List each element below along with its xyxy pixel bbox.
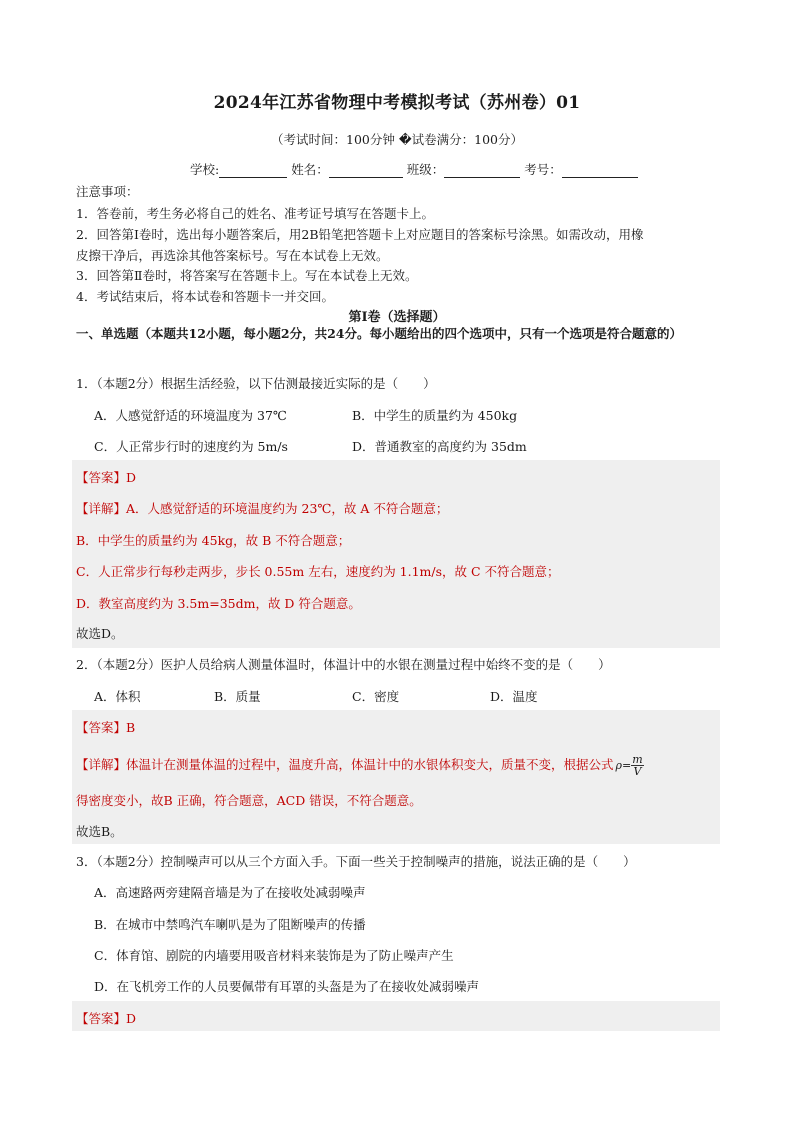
exam-time-info: （考试时间：100分钟 �试卷满分：100分） xyxy=(270,132,523,147)
question-3-option-c: C．体育馆、剧院的内墙要用吸音材料来装饰是为了防止噪声产生 xyxy=(94,948,454,963)
detail-text: A．人感觉舒适的环境温度约为 23℃，故 A 不符合题意； xyxy=(126,501,449,516)
question-2-answer xyxy=(76,718,135,736)
formula-fraction xyxy=(631,754,643,777)
question-3-stem: 3．（本题2分）控制噪声可以从三个方面入手。下面一些关于控制噪声的措施，说法正确的是（ ） xyxy=(76,854,636,869)
answer-tag: 【答案】 xyxy=(76,1011,127,1026)
question-2-stem: 2．（本题2分）医护人员给病人测量体温时，体温计中的水银在测量过程中始终不变的是（ ） xyxy=(76,657,611,672)
notes-heading: 注意事项： xyxy=(76,184,139,199)
exam-number-label: 考号： xyxy=(524,162,562,177)
section-title: 第Ⅰ卷（选择题） xyxy=(348,310,446,325)
class-label: 班级： xyxy=(406,162,445,177)
question-2-option-c: C．密度 xyxy=(352,689,400,704)
note-item: 皮擦干净后，再选涂其他答案标号。写在本试卷上无效。 xyxy=(76,248,389,263)
detail-tag: 【详解】 xyxy=(76,501,127,516)
question-2-option-a: A．体积 xyxy=(94,689,141,704)
question-2-option-d: D．温度 xyxy=(490,689,538,704)
formula-lhs: ρ= xyxy=(615,759,632,772)
question-1-detail-line: D．教室高度约为 3.5m=35dm，故 D 符合题意。 xyxy=(76,596,361,611)
detail-tag: 【详解】 xyxy=(76,757,127,772)
question-3-option-b: B．在城市中禁鸣汽车喇叭是为了阻断噪声的传播 xyxy=(94,917,366,932)
question-3-answer xyxy=(76,1009,136,1027)
note-item: 1．答卷前，考生务必将自己的姓名、准考证号填写在答题卡上。 xyxy=(76,206,434,221)
student-info-row xyxy=(190,160,638,178)
note-item: 4．考试结束后，将本试卷和答题卡一并交回。 xyxy=(76,289,334,304)
formula-denominator: V xyxy=(633,765,642,778)
question-1-answer-block xyxy=(72,460,720,648)
question-3-option-d: D．在飞机旁工作的人员要佩带有耳罩的头盔是为了在接收处减弱噪声 xyxy=(94,979,480,994)
question-1-stem: 1．（本题2分）根据生活经验，以下估测最接近实际的是（ ） xyxy=(76,376,436,391)
answer-value: B xyxy=(126,720,136,735)
page-title: 2024年江苏省物理中考模拟考试（苏州卷）01 xyxy=(213,93,581,113)
question-1-conclusion: 故选D。 xyxy=(76,626,124,641)
question-3-answer-block xyxy=(72,1001,720,1031)
question-2-detail-line xyxy=(76,754,644,777)
question-1-detail-line: B．中学生的质量约为 45kg，故 B 不符合题意； xyxy=(76,533,351,548)
answer-tag: 【答案】 xyxy=(76,720,127,735)
question-1-option-d: D．普通教室的高度约为 35dm xyxy=(352,439,527,454)
question-1-option-a: A．人感觉舒适的环境温度为 37℃ xyxy=(94,408,287,423)
part-title: 一、单选题（本题共12小题，每小题2分，共24分。每小题给出的四个选项中，只有一个选项是符合题意的） xyxy=(76,326,682,341)
detail-text: 体温计在测量体温的过程中，温度升高，体温计中的水银体积变大，质量不变，根据公式 xyxy=(126,757,614,772)
question-2-detail-line: 得密度变小，故B 正确，符合题意，ACD 错误，不符合题意。 xyxy=(76,793,422,808)
note-item: 3．回答第Ⅱ卷时，将答案写在答题卡上。写在本试卷上无效。 xyxy=(76,268,418,283)
question-1-detail-line: C．人正常步行每秒走两步，步长 0.55m 左右，速度约为 1.1m/s，故 C 不符合题意； xyxy=(76,564,560,579)
note-item: 2．回答第Ⅰ卷时，选出每小题答案后，用2B铅笔把答题卡上对应题目的答案标号涂黑。如需改动，用橡 xyxy=(76,227,644,242)
answer-value: D xyxy=(126,470,137,485)
question-1-option-b: B．中学生的质量约为 450kg xyxy=(352,408,518,423)
name-blank[interactable] xyxy=(329,163,403,178)
class-blank[interactable] xyxy=(444,163,520,178)
name-label: 姓名： xyxy=(291,162,329,177)
question-3-option-a: A．高速路两旁建隔音墙是为了在接收处减弱噪声 xyxy=(94,885,366,900)
answer-value: D xyxy=(126,1011,137,1026)
school-blank[interactable] xyxy=(219,163,287,178)
school-label: 学校: xyxy=(190,162,220,177)
question-1-option-c: C．人正常步行时的速度约为 5m/s xyxy=(94,439,288,454)
answer-tag: 【答案】 xyxy=(76,470,127,485)
density-formula xyxy=(616,754,644,777)
question-1-answer xyxy=(76,468,136,486)
question-1-detail-line xyxy=(76,499,448,517)
question-2-conclusion: 故选B。 xyxy=(76,824,123,839)
question-2-answer-block xyxy=(72,710,720,844)
exam-number-blank[interactable] xyxy=(562,163,638,178)
formula-numerator: m xyxy=(632,753,643,766)
question-2-option-b: B．质量 xyxy=(214,689,261,704)
